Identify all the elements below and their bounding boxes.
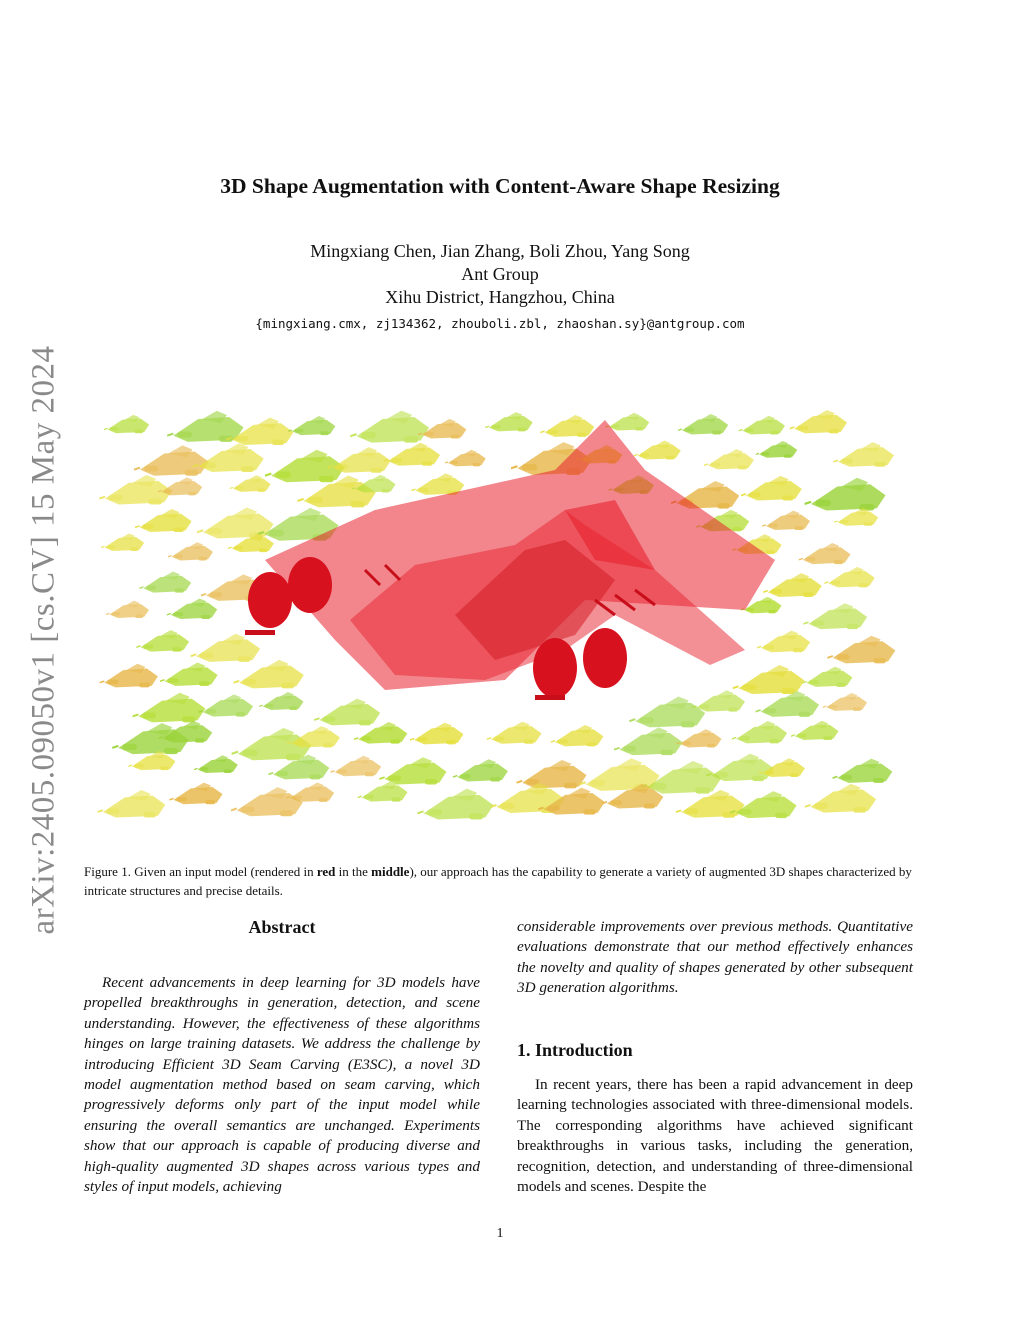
augmented-shape	[762, 511, 810, 530]
augmented-shape	[230, 475, 271, 492]
augmented-shape	[99, 475, 172, 505]
caption-mid: in the	[335, 864, 372, 879]
augmented-shape	[763, 573, 822, 597]
augmented-shape	[191, 634, 260, 662]
augmented-shape	[411, 473, 464, 495]
augmented-shape	[167, 411, 243, 442]
augmented-shape	[106, 601, 149, 618]
introduction-body: In recent years, there has been a rapid advancement in deep learning technologies associated with three-dimensional models. The corresponding algorithms have achieved significant breakthroughs in various tasks, including the generation, recognition, detection, and understanding of three-dimensional models and scenes. Despite the	[517, 1076, 913, 1196]
augmented-shape	[732, 721, 787, 743]
augmented-shape	[802, 667, 852, 687]
augmented-shape	[634, 440, 681, 459]
augmented-shape	[314, 699, 380, 726]
augmented-shape	[823, 693, 867, 711]
augmented-shape	[676, 729, 721, 747]
figure-caption	[84, 862, 914, 900]
augmented-shape	[168, 542, 213, 560]
augmented-shape	[135, 509, 192, 532]
author-affiliation: Ant Group	[461, 264, 539, 284]
augmented-shape	[169, 783, 222, 805]
augmented-shape	[614, 727, 683, 755]
augmented-shape	[805, 784, 876, 813]
augmented-shape	[194, 755, 238, 773]
augmented-shape	[100, 664, 158, 688]
augmented-shape	[487, 722, 542, 744]
augmented-shape	[706, 754, 774, 781]
augmented-shape	[756, 441, 798, 458]
augmented-shape	[551, 725, 604, 746]
augmented-shape	[97, 790, 165, 818]
augmented-shape	[799, 543, 851, 564]
figure-1-render	[95, 400, 903, 832]
augmented-shape	[379, 757, 446, 784]
augmented-shape	[139, 572, 191, 593]
augmented-shape	[259, 692, 303, 710]
introduction-heading: 1. Introduction	[517, 1040, 633, 1060]
augmented-shape	[741, 476, 802, 501]
abstract-continued: considerable improvements over previous methods. Quantitative evaluations demonstrate that our method effectively enhances the novelty and quality of shapes generated by other subsequent 3D generation algorithms.	[517, 918, 913, 997]
augmented-shape	[330, 756, 381, 777]
figure-1	[95, 400, 903, 832]
augmented-shape	[193, 443, 264, 472]
augmented-shape	[383, 443, 440, 466]
augmented-shape	[755, 691, 819, 717]
augmented-shape	[453, 759, 508, 781]
augmented-shape	[286, 782, 334, 801]
augmented-shape	[757, 631, 810, 653]
augmented-shape	[833, 442, 894, 467]
augmented-shape	[834, 508, 878, 526]
augmented-shape	[676, 790, 745, 818]
augmented-shape	[824, 567, 875, 588]
augmented-shape	[692, 690, 745, 711]
caption-middle: middle	[371, 864, 410, 879]
augmented-shape	[234, 660, 304, 689]
augmented-shape	[827, 636, 895, 664]
augmented-shape	[704, 449, 754, 469]
augmented-shape	[198, 694, 253, 716]
augmented-shape	[805, 478, 886, 511]
augmented-shape	[739, 416, 785, 435]
arxiv-stamp-text: arXiv:2405.09050v1 [cs.CV] 15 May 2024	[25, 345, 62, 935]
author-location: Xihu District, Hangzhou, China	[385, 287, 615, 307]
augmented-shape	[160, 663, 218, 686]
augmented-shape	[803, 603, 867, 629]
arxiv-stamp	[22, 340, 66, 940]
augmented-shape	[678, 414, 728, 434]
augmented-shape	[791, 721, 839, 740]
augmented-shape	[265, 450, 345, 482]
augmented-shape	[350, 411, 429, 443]
augmented-shape	[101, 533, 144, 550]
augmented-shape	[328, 447, 391, 473]
augmented-shape	[445, 450, 486, 467]
augmented-shape	[733, 665, 805, 694]
augmented-shape	[605, 413, 649, 431]
augmented-shape	[540, 415, 594, 437]
augmented-shape	[167, 598, 218, 618]
augmented-shape	[629, 697, 705, 728]
augmented-shape	[231, 787, 303, 816]
abstract-heading: Abstract	[248, 917, 316, 937]
augmented-shape	[136, 630, 189, 651]
caption-red: red	[316, 864, 336, 879]
caption-prefix: Figure 1. Given an input model (rendered in	[84, 864, 317, 879]
caption-rest: ), our approach has the capability to generate a variety of augmented 3D shapes characterized by intricate structures and precise details.	[84, 864, 912, 898]
augmented-shape	[410, 723, 463, 745]
augmented-shape	[197, 507, 274, 538]
augmented-shape	[485, 412, 533, 431]
page-number: 1	[496, 1226, 504, 1241]
augmented-shape	[133, 693, 206, 723]
author-names: Mingxiang Chen, Jian Zhang, Boli Zhou, Yang Song	[310, 241, 690, 261]
augmented-shape	[517, 760, 587, 788]
author-block	[0, 240, 1000, 309]
augmented-shape	[417, 789, 493, 820]
paper-title: 3D Shape Augmentation with Content-Aware Shape Resizing	[220, 174, 780, 198]
augmented-shape	[134, 445, 209, 475]
augmented-shape	[288, 416, 335, 435]
abstract-body: Recent advancements in deep learning for 3D models have propelled breakthroughs in generation, detection, and scene understanding. However, the effectiveness of these algorithms hinges on large training datasets. We address the challenge by introducing Efficient 3D Seam Carving (E3SC), a novel 3D model augmentation method based on seam carving, which progressively deforms only part of the input model while ensuring the overall semantics are unchanged. Experiments show that our approach is capable of producing diverse and high-quality augmented 3D shapes across various types and styles of input models, achieving	[84, 974, 480, 1196]
augmented-shape	[833, 759, 893, 783]
author-emails: {mingxiang.cmx, zj134362, zhouboli.zbl, zhaoshan.sy}@antgroup.com	[255, 316, 745, 331]
augmented-shape	[790, 410, 847, 433]
augmented-shape	[104, 415, 149, 433]
